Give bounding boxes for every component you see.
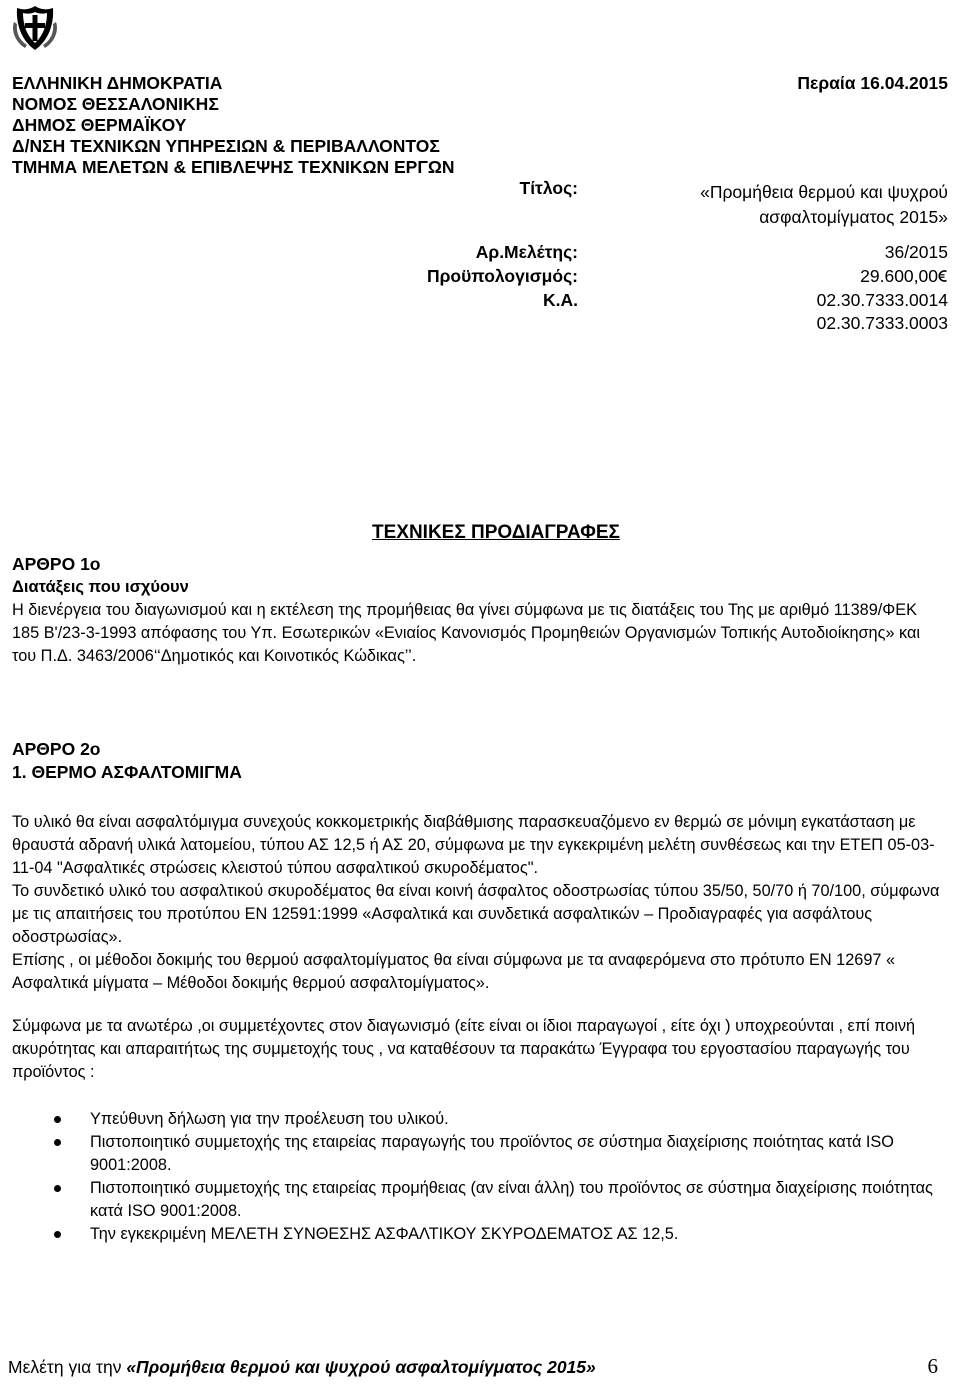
- header-line-prefecture: ΝΟΜΟΣ ΘΕΣΣΑΛΟΝΙΚΗΣ: [12, 94, 219, 114]
- header-line-directorate: Δ/ΝΣΗ ΤΕΧΝΙΚΩΝ ΥΠΗΡΕΣΙΩΝ & ΠΕΡΙΒΑΛΛΟΝΤΟΣ: [12, 136, 440, 156]
- article-2-paragraph-3: Επίσης , οι μέθοδοι δοκιμής του θερμού ασφαλτομίγματος θα είναι σύμφωνα με τα αναφερόμενα στο πρότυπο ΕΝ 12697 « Ασφαλτικά μίγματα – Μέθοδοι δοκιμής θερμού ασφαλτομίγματος».: [12, 951, 896, 992]
- document-date: Περαία 16.04.2015: [797, 73, 948, 93]
- article-2-paragraph-2: Το συνδετικό υλικό του ασφαλτικού σκυροδέματος θα είναι κοινή άσφαλτος οδοστρωσίας τύπου 35/50, 50/70 ή 70/100, σύμφωνα με τις απαιτήσεις του προτύπου ΕΝ 12591:1999 «Ασφαλτικά και συνδετικά ασφαλτικών – Προδιαγραφές για ασφάλτους οδοστρωσίας».: [12, 882, 940, 946]
- budget-label: Προϋπολογισμός:: [426, 266, 578, 286]
- title-label: Τίτλος:: [519, 178, 578, 198]
- study-number-value: 36/2015: [884, 242, 948, 262]
- title-value-line2: ασφαλτομίγματος 2015»: [759, 207, 948, 227]
- list-item: Υπεύθυνη δήλωση για την προέλευση του υλικού.: [12, 1108, 948, 1131]
- greek-emblem-icon: [9, 2, 61, 54]
- ka-value-2: 02.30.7333.0003: [816, 313, 948, 333]
- article-1-title: ΑΡΘΡΟ 1ο: [12, 554, 101, 574]
- article-2: [12, 738, 948, 784]
- footer: [8, 1357, 596, 1378]
- page-number: 6: [927, 1354, 938, 1378]
- footer-title: «Προμήθεια θερμού και ψυχρού ασφαλτομίγματος 2015»: [126, 1357, 596, 1377]
- title-value-line1: «Προμήθεια θερμού και ψυχρού: [700, 182, 948, 202]
- bullet-icon: [54, 1116, 61, 1123]
- bullet-icon: [54, 1185, 61, 1192]
- ka-label: Κ.Α.: [543, 290, 578, 310]
- bullet-icon: [54, 1139, 61, 1146]
- article-1-subtitle: Διατάξεις που ισχύουν: [12, 578, 189, 596]
- budget-amount: 29.600,00: [860, 266, 938, 286]
- article-1-text: Η διενέργεια του διαγωνισμού και η εκτέλεση της προμήθειας θα γίνει σύμφωνα με τις διατάξεις του Της με αριθμό 11389/ΦΕΚ 185 Β'/23-3-1993 απόφασης του Υπ. Εσωτερικών «Ενιαίος Κανονισμός Προμηθειών Οργανισμών Τοπικής Αυτοδιοίκησης» και του Π.Δ. 3463/2006‘‘Δημοτικός και Κοινοτικός Κώδικας’’.: [12, 601, 921, 665]
- list-item: Πιστοποιητικό συμμετοχής της εταιρείας προμήθειας (αν είναι άλλη) του προϊόντος σε σύστημα διαχείρισης ποιότητας κατά ISO 9001:2008.: [12, 1177, 948, 1223]
- article-2-paragraph-4: Σύμφωνα με τα ανωτέρω ,οι συμμετέχοντες στον διαγωνισμό (είτε είναι οι ίδιοι παραγωγοί , είτε όχι ) υποχρεούνται , επί ποινή ακυρότητας και απαραιτήτως της συμμετοχής τους , να καταθέσουν τα παρακάτω Έγγραφα του εργοστασίου παραγωγής του προϊόντος :: [12, 1017, 916, 1081]
- article-2-title: ΑΡΘΡΟ 2ο: [12, 739, 101, 759]
- footer-prefix: Μελέτη για την: [8, 1357, 127, 1377]
- header-line-municipality: ΔΗΜΟΣ ΘΕΡΜΑΪΚΟΥ: [12, 115, 187, 135]
- list-item: Πιστοποιητικό συμμετοχής της εταιρείας παραγωγής του προϊόντος σε σύστημα διαχείρισης ποιότητας κατά ISO 9001:2008.: [12, 1131, 948, 1177]
- euro-icon: [938, 269, 948, 283]
- article-2-subtitle: 1. ΘΕΡΜΟ ΑΣΦΑΛΤΟΜΙΓΜΑ: [12, 762, 242, 782]
- main-heading: ΤΕΧΝΙΚΕΣ ΠΡΟΔΙΑΓΡΑΦΕΣ: [372, 522, 620, 543]
- study-number-label: Αρ.Μελέτης:: [475, 242, 578, 262]
- header-line-department: ΤΜΗΜΑ ΜΕΛΕΤΩΝ & ΕΠΙΒΛΕΨΗΣ ΤΕΧΝΙΚΩΝ ΕΡΓΩΝ: [12, 157, 455, 177]
- budget-value: [608, 266, 948, 287]
- ka-value-1: 02.30.7333.0014: [816, 290, 948, 310]
- list-item: Την εγκεκριμένη ΜΕΛΕΤΗ ΣΥΝΘΕΣΗΣ ΑΣΦΑΛΤΙΚΟΥ ΣΚΥΡΟΔΕΜΑΤΟΣ ΑΣ 12,5.: [12, 1223, 948, 1246]
- bullet-icon: [54, 1231, 61, 1238]
- article-1: [12, 553, 948, 668]
- article-2-body: [12, 811, 948, 1246]
- requirements-list: [12, 1108, 948, 1246]
- article-2-paragraph-1: Το υλικό θα είναι ασφαλτόμιγμα συνεχούς κοκκομετρικής διαβάθμισης παρασκευαζόμενο εν θερμώ σε μόνιμη εγκατάσταση με θραυστά αδρανή υλικά λατομείου, τύπου ΑΣ 12,5 ή ΑΣ 20, σύμφωνα με την εγκεκριμένη μελέτη συνθέσεως και την ΕΤΕΠ 05-03-11-04 "Ασφαλτικές στρώσεις κλειστού τύπου ασφαλτικού σκυροδέματος".: [12, 813, 935, 877]
- header-line-republic: ΕΛΛΗΝΙΚΗ ΔΗΜΟΚΡΑΤΙΑ: [12, 73, 223, 93]
